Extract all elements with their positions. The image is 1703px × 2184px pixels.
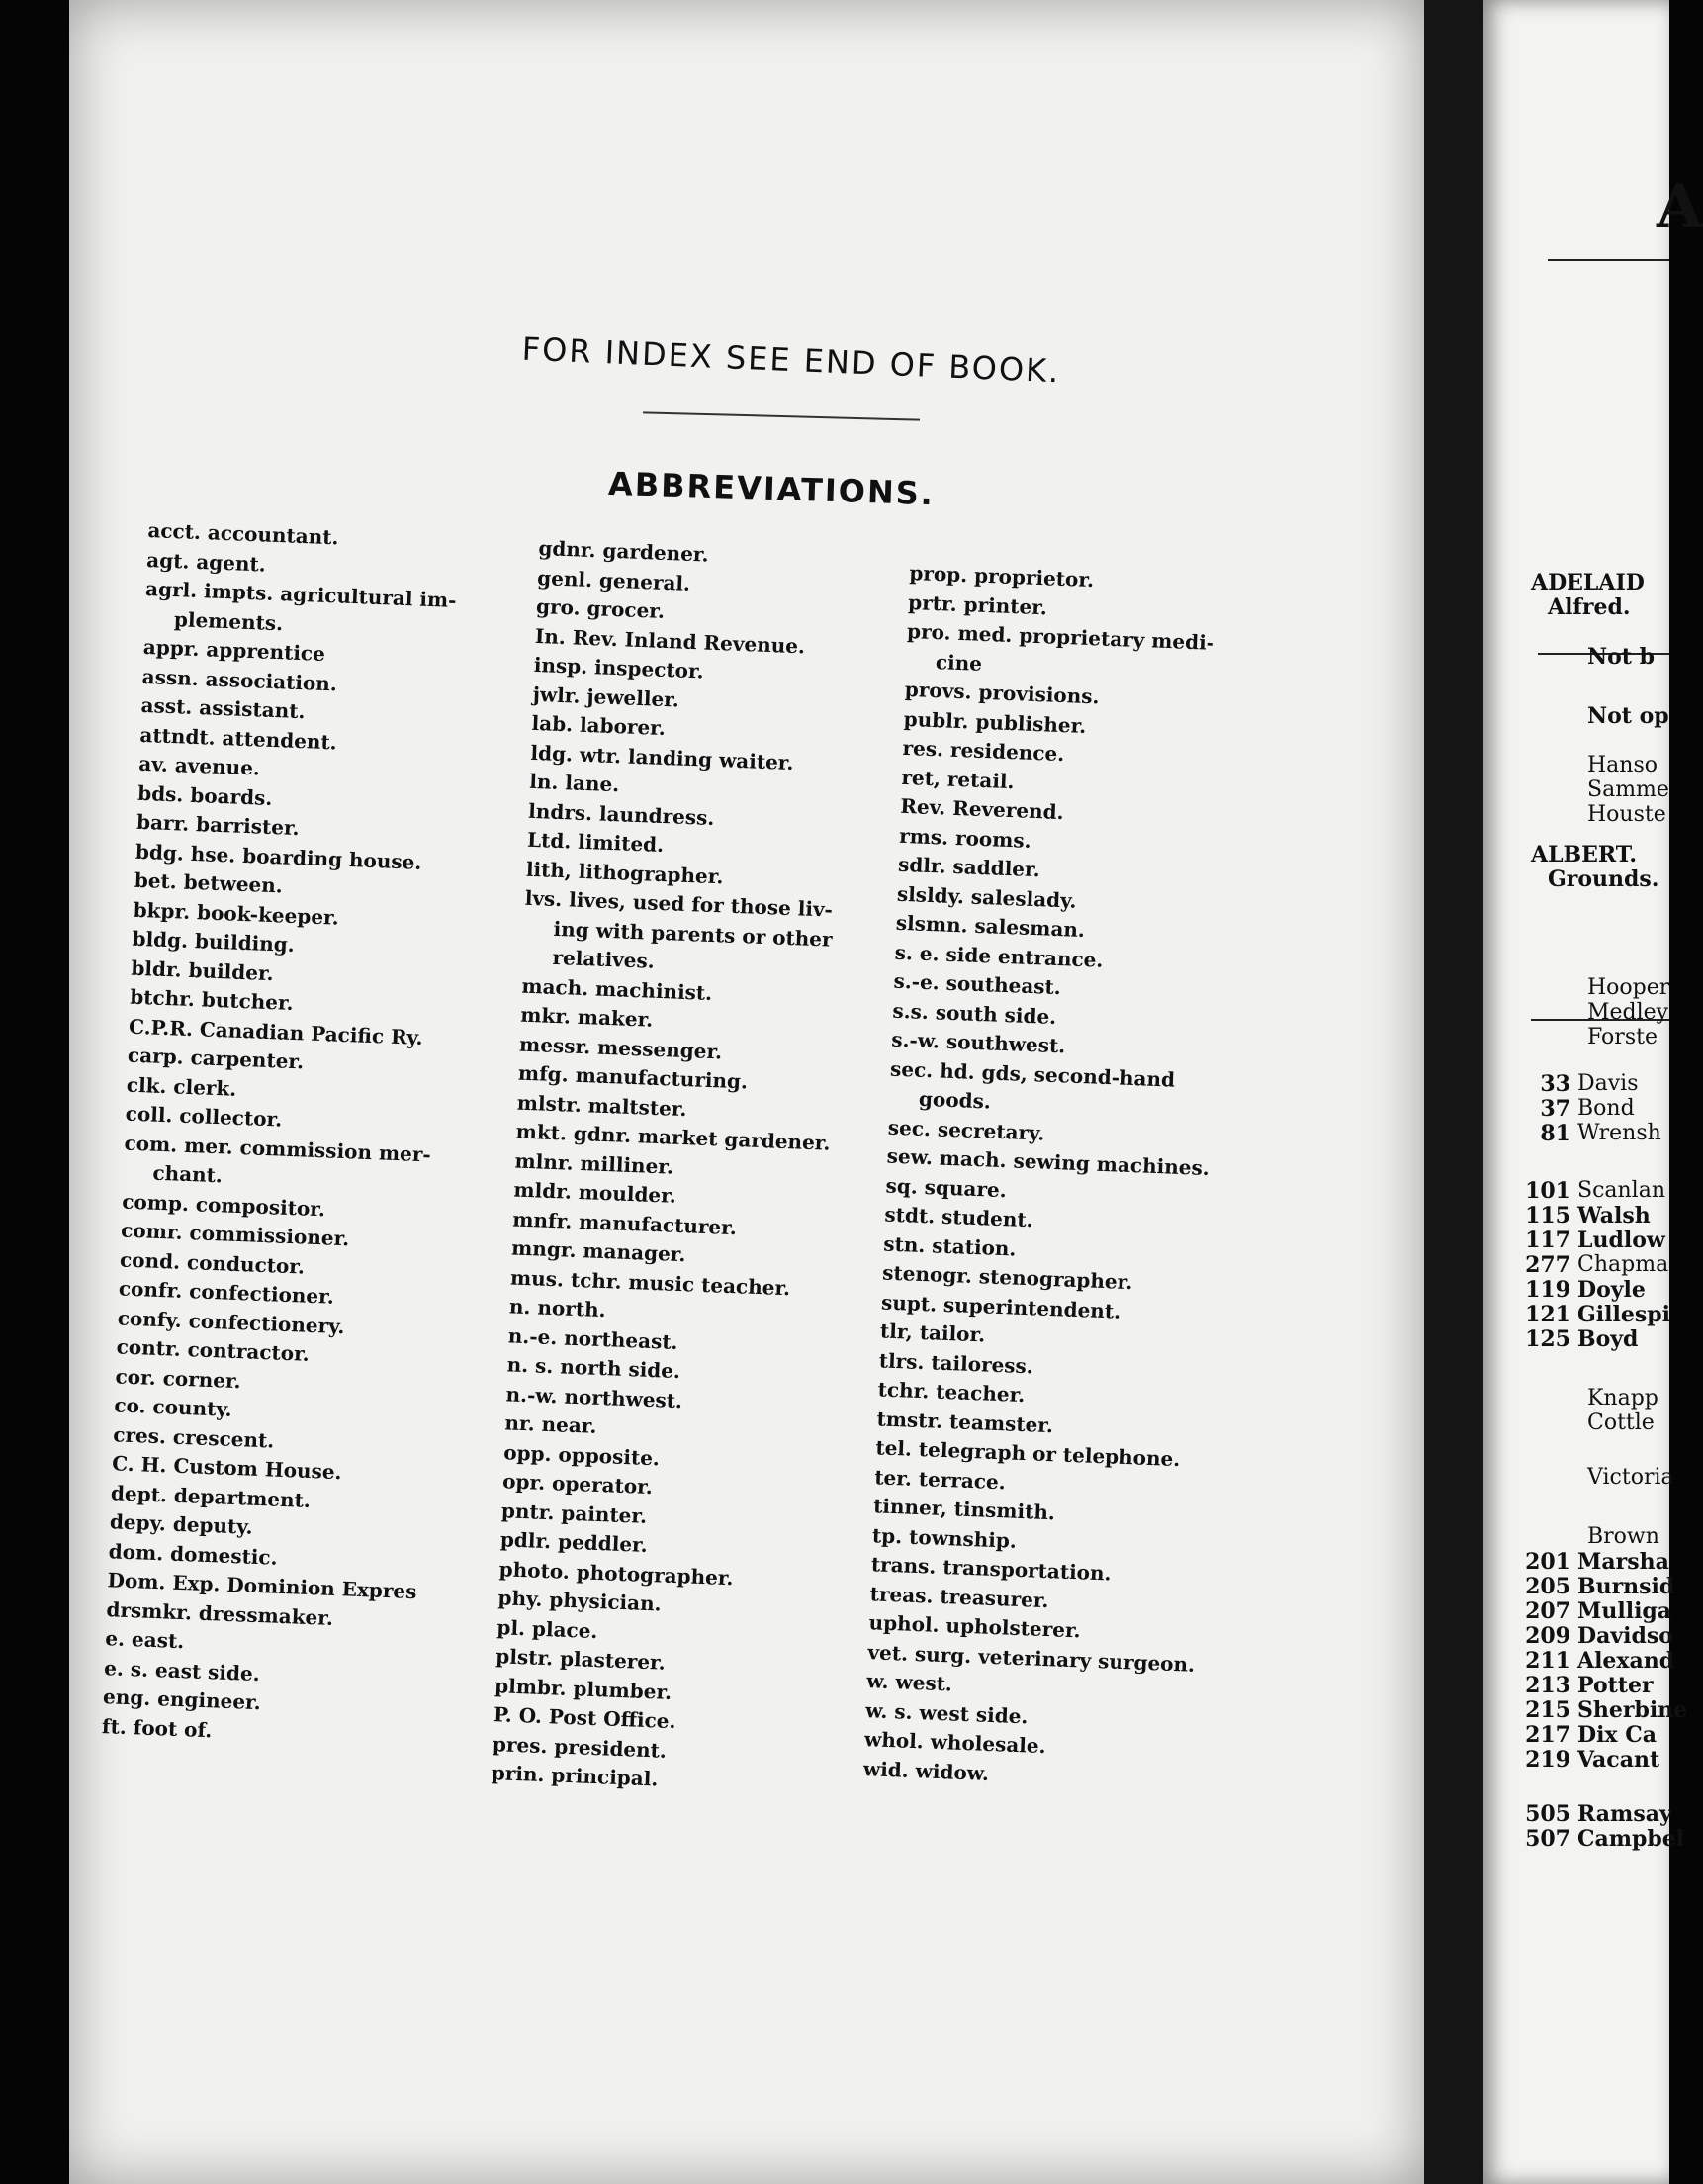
abbreviation-entry: sec. hd. gds, second-hand (889, 1056, 1176, 1092)
right-page-entry: ALBERT. (1531, 842, 1637, 867)
abbreviation-entry: dom. domestic. (108, 1538, 279, 1570)
right-page-number: 101 (1525, 1178, 1570, 1204)
abbreviation-entry: prtr. printer. (907, 590, 1048, 619)
abbreviation-entry: Rev. Reverend. (899, 793, 1065, 825)
abbreviation-entry: comp. compositor. (121, 1188, 326, 1221)
abbreviation-entry: n.-e. northeast. (507, 1322, 679, 1354)
abbreviation-entry: confr. confectioner. (118, 1276, 335, 1309)
abbreviation-entry: genl. general. (536, 565, 691, 595)
abbreviation-entry: pntr. painter. (500, 1498, 648, 1528)
abbreviation-entry: stenogr. stenographer. (881, 1260, 1133, 1295)
right-page-number: 205 (1525, 1574, 1570, 1599)
abbreviation-entry: In. Rev. Inland Revenue. (534, 623, 806, 658)
right-page-entry: Campbel (1577, 1826, 1685, 1852)
abbreviation-entry: opr. operator. (501, 1469, 654, 1500)
abbreviation-entry: n.-w. northwest. (505, 1381, 683, 1412)
abbreviation-entry: attndt. attendent. (139, 722, 338, 754)
abbreviation-entry: tp. township. (871, 1522, 1018, 1553)
abbreviation-entry: lndrs. laundress. (527, 798, 715, 830)
abbreviation-entry: slsldy. saleslady. (896, 881, 1077, 913)
abbreviation-entry: chant. (152, 1160, 224, 1188)
abbreviation-entry: bkpr. book-keeper. (133, 897, 340, 930)
abbreviation-entry: res. residence. (902, 735, 1065, 767)
right-page-entry: Medley (1587, 1000, 1669, 1025)
right-page-entry: Marsha (1577, 1549, 1669, 1575)
right-page-entry: Wrensh (1577, 1121, 1661, 1145)
abbreviation-entry: cor. corner. (115, 1363, 242, 1393)
abbreviations-title: ABBREVIATIONS. (607, 464, 936, 513)
abbreviation-entry: sdlr. saddler. (897, 852, 1041, 882)
right-page-entry: Davidso (1577, 1623, 1673, 1649)
book-spine (1424, 0, 1483, 2184)
abbreviation-entry: confy. confectionery. (117, 1305, 345, 1338)
abbreviation-entry: opp. opposite. (502, 1439, 661, 1470)
abbreviation-entry: lab. laborer. (531, 710, 667, 741)
abbreviation-entry: ft. foot of. (101, 1713, 213, 1742)
abbreviation-entry: asst. assistant. (140, 692, 306, 724)
abbreviation-entry: depy. deputy. (109, 1509, 254, 1539)
abbreviation-entry: sq. square. (885, 1173, 1008, 1202)
abbreviation-entry: jwlr. jeweller. (532, 682, 680, 712)
right-page-entry: Alexand (1577, 1648, 1675, 1674)
abbreviation-entry: s. e. side entrance. (894, 940, 1104, 972)
right-page-entry: Forste (1587, 1025, 1658, 1049)
right-page-entry: Not op (1587, 703, 1669, 729)
abbreviation-entry: bldr. builder. (131, 956, 275, 985)
right-page-entry: ADELAID (1531, 570, 1645, 595)
abbreviation-entry: insp. inspector. (533, 652, 705, 683)
abbreviation-entry: pdlr. peddler. (499, 1527, 649, 1557)
right-page-entry: Hanso (1587, 753, 1658, 777)
right-page-entry: Houste (1587, 802, 1666, 827)
right-page-entry: Alfred. (1548, 594, 1631, 620)
abbreviation-entry: prop. proprietor. (909, 560, 1095, 592)
abbreviation-entry: tmstr. teamster. (876, 1406, 1054, 1437)
abbreviation-entry: cres. crescent. (112, 1421, 275, 1453)
right-page-entry: Potter (1577, 1673, 1654, 1698)
abbreviation-entry: coll. collector. (125, 1101, 283, 1132)
abbreviation-entry: acct. accountant. (147, 517, 339, 550)
right-page-number: 33 (1540, 1071, 1570, 1097)
right-page-number: 117 (1525, 1228, 1570, 1253)
right-page-number: 215 (1525, 1697, 1570, 1723)
right-page-number: 217 (1525, 1722, 1570, 1748)
right-page-number: 119 (1525, 1277, 1570, 1303)
abbreviation-entry: C.P.R. Canadian Pacific Ry. (128, 1014, 424, 1049)
right-page-number: 277 (1525, 1252, 1570, 1278)
right-page-entry: Sherbine (1577, 1697, 1688, 1723)
right-page-number: 211 (1525, 1648, 1570, 1674)
abbreviation-entry: photo. photographer. (498, 1556, 734, 1590)
right-page-number: 121 (1525, 1302, 1570, 1327)
right-page-entry: Cottle (1587, 1410, 1655, 1435)
abbreviation-entry: pl. place. (496, 1614, 598, 1643)
abbreviation-column-1 (101, 516, 523, 1756)
abbreviation-entry: mldr. moulder. (513, 1177, 677, 1208)
abbreviation-entry: gdnr. gardener. (538, 535, 710, 567)
abbreviation-entry: sew. mach. sewing machines. (886, 1143, 1210, 1181)
right-page-entry: Walsh (1577, 1203, 1651, 1228)
right-page-entry: Not b (1587, 644, 1655, 670)
right-page-entry: Bond (1577, 1096, 1635, 1121)
abbreviation-entry: Dom. Exp. Dominion Expres (107, 1568, 417, 1604)
abbreviation-entry: clk. clerk. (126, 1072, 237, 1101)
right-page-number: 125 (1525, 1326, 1570, 1352)
abbreviation-entry: s.-e. southeast. (893, 968, 1062, 1000)
abbreviation-entry: tlr, tailor. (879, 1319, 986, 1347)
abbreviation-entry: mlstr. maltster. (516, 1090, 688, 1121)
abbreviation-entry: assn. association. (141, 664, 338, 695)
abbreviation-entry: tchr. teacher. (877, 1377, 1026, 1408)
abbreviation-entry: ing with parents or other (553, 916, 834, 952)
abbreviation-entry: cond. conductor. (119, 1246, 306, 1279)
right-page-entry: Brown (1587, 1524, 1659, 1549)
abbreviation-entry: stdt. student. (884, 1202, 1034, 1232)
right-page-entry: Boyd (1577, 1326, 1639, 1352)
abbreviation-entry: tel. telegraph or telephone. (875, 1435, 1181, 1472)
abbreviation-entry: prin. principal. (491, 1761, 659, 1791)
abbreviation-entry: mach. machinist. (521, 973, 713, 1005)
abbreviation-entry: btchr. butcher. (129, 984, 295, 1015)
right-page-number: 219 (1525, 1747, 1570, 1773)
right-page-number: 37 (1540, 1096, 1570, 1122)
right-page-entry: Burnsid (1577, 1574, 1675, 1599)
abbreviation-entry: bet. between. (134, 867, 284, 898)
abbreviation-entry: relatives. (552, 945, 656, 973)
abbreviation-entry: rms. rooms. (898, 823, 1032, 853)
abbreviation-entry: pro. med. proprietary medi- (906, 618, 1215, 655)
abbreviation-entry: n. s. north side. (506, 1352, 681, 1384)
abbreviation-entry: Ltd. limited. (526, 827, 665, 858)
abbreviation-entry: wid. widow. (862, 1756, 990, 1785)
abbreviation-entry: uphol. upholsterer. (868, 1610, 1082, 1643)
abbreviation-entry: cine (935, 649, 983, 676)
abbreviation-entry: agt. agent. (145, 547, 267, 577)
abbreviation-entry: plements. (173, 606, 284, 635)
abbreviation-entry: phy. physician. (497, 1586, 663, 1616)
abbreviation-entry: messr. messenger. (518, 1032, 723, 1063)
right-page-entry: Gillespi (1577, 1302, 1670, 1327)
right-page-entry: Ludlow (1577, 1228, 1665, 1253)
abbreviation-entry: bldg. building. (132, 926, 296, 956)
right-page-entry: Mulliga (1577, 1598, 1672, 1624)
abbreviation-entry: gro. grocer. (535, 593, 666, 623)
abbreviation-entry: ter. terrace. (873, 1464, 1007, 1494)
abbreviation-column-2 (491, 534, 914, 1802)
right-page-entry: Dix Ca (1577, 1722, 1657, 1748)
right-page-entry: Scanlan (1577, 1178, 1665, 1203)
abbreviation-entry: contr. contractor. (116, 1334, 311, 1366)
abbreviation-entry: C. H. Custom House. (111, 1451, 342, 1485)
right-page-heading-fragment: A (1657, 172, 1703, 241)
abbreviation-entry: mfg. manufacturing. (517, 1060, 749, 1094)
abbreviation-entry: ln. lane. (528, 769, 620, 797)
abbreviation-entry: s.-w. southwest. (890, 1027, 1066, 1058)
abbreviation-entry: agrl. impts. agricultural im- (144, 576, 457, 613)
abbreviation-entry: pres. president. (492, 1731, 668, 1763)
abbreviation-entry: ret, retail. (901, 765, 1015, 793)
abbreviation-entry: mngr. manager. (510, 1235, 686, 1267)
abbreviation-entry: bdg. hse. boarding house. (134, 839, 422, 874)
abbreviation-entry: plstr. plasterer. (494, 1644, 667, 1675)
right-page-entry: Vacant (1577, 1747, 1660, 1773)
abbreviation-entry: bds. boards. (136, 780, 273, 810)
right-page-number: 505 (1525, 1801, 1570, 1827)
abbreviation-entry: goods. (918, 1086, 992, 1114)
right-page-number: 209 (1525, 1623, 1570, 1649)
right-page-entry: Grounds. (1548, 866, 1659, 892)
abbreviation-entry: plmbr. plumber. (493, 1673, 672, 1704)
abbreviation-entry: tinner, tinsmith. (872, 1494, 1056, 1525)
abbreviation-entry: mkt. gdnr. market gardener. (515, 1119, 831, 1155)
right-page-number: 213 (1525, 1673, 1570, 1698)
right-page-entry: Victoria (1587, 1465, 1674, 1490)
right-page-number: 115 (1525, 1203, 1570, 1228)
abbreviation-entry: e. east. (104, 1626, 185, 1654)
abbreviation-entry: com. mer. commission mer- (124, 1131, 432, 1166)
right-page-entry: Doyle (1577, 1277, 1646, 1303)
abbreviation-entry: barr. barrister. (135, 809, 301, 841)
abbreviation-entry: mlnr. milliner. (514, 1148, 674, 1179)
abbreviation-entry: e. s. east side. (103, 1655, 261, 1685)
abbreviation-entry: stn. station. (882, 1230, 1017, 1261)
right-page-entry: Davis (1577, 1071, 1639, 1096)
abbreviation-entry: lvs. lives, used for those liv- (524, 885, 834, 922)
abbreviation-entry: trans. transportation. (870, 1552, 1112, 1586)
abbreviation-entry: n. north. (508, 1294, 607, 1322)
abbreviation-entry: drsmkr. dressmaker. (106, 1596, 334, 1630)
right-page-number: 507 (1525, 1826, 1570, 1852)
right-page-number: 201 (1525, 1549, 1570, 1575)
abbreviation-entry: carp. carpenter. (127, 1043, 305, 1074)
abbreviation-entry: tlrs. tailoress. (878, 1347, 1034, 1378)
abbreviation-entry: comr. commissioner. (120, 1218, 350, 1251)
abbreviation-column-3 (862, 559, 1285, 1798)
abbreviation-entry: av. avenue. (137, 751, 261, 780)
abbreviation-entry: s.s. south side. (892, 998, 1057, 1029)
abbreviation-entry: provs. provisions. (904, 677, 1100, 709)
right-page-entry: Hooper (1587, 975, 1670, 1000)
abbreviation-entry: whol. wholesale. (863, 1727, 1047, 1759)
right-page-rule (1548, 259, 1669, 261)
abbreviation-entry: vet. surg. veterinary surgeon. (867, 1639, 1196, 1677)
abbreviation-entry: P. O. Post Office. (493, 1702, 676, 1734)
right-page-entry: Samme (1587, 777, 1669, 802)
right-page-entry: Ramsay (1577, 1801, 1672, 1827)
abbreviation-entry: mkr. maker. (519, 1002, 654, 1032)
index-notice: FOR INDEX SEE END OF BOOK. (520, 329, 1062, 391)
abbreviation-entry: treas. treasurer. (869, 1581, 1049, 1612)
abbreviation-entry: mnfr. manufacturer. (511, 1206, 738, 1239)
right-page-entry: Chapma (1577, 1252, 1669, 1277)
abbreviation-entry: w. s. west side. (864, 1697, 1029, 1728)
abbreviation-entry: w. west. (865, 1669, 953, 1696)
abbreviation-entry: dept. department. (110, 1480, 312, 1512)
abbreviation-entry: supt. superintendent. (880, 1289, 1121, 1323)
abbreviation-entry: sec. secretary. (887, 1115, 1045, 1145)
abbreviation-entry: slsmn. salesman. (895, 910, 1086, 943)
right-page-number: 207 (1525, 1598, 1570, 1624)
right-page-entry: Knapp (1587, 1386, 1658, 1410)
abbreviation-entry: ldg. wtr. landing waiter. (530, 740, 794, 774)
right-page-number: 81 (1540, 1121, 1570, 1146)
abbreviation-entry: lith, lithographer. (525, 857, 724, 888)
abbreviation-entry: co. county. (114, 1393, 233, 1421)
abbreviation-entry: eng. engineer. (102, 1684, 262, 1715)
abbreviation-entry: nr. near. (504, 1410, 597, 1438)
abbreviation-entry: appr. apprentice (142, 634, 326, 666)
abbreviation-entry: publr. publisher. (903, 706, 1087, 738)
abbreviation-entry: mus. tchr. music teacher. (509, 1264, 791, 1300)
